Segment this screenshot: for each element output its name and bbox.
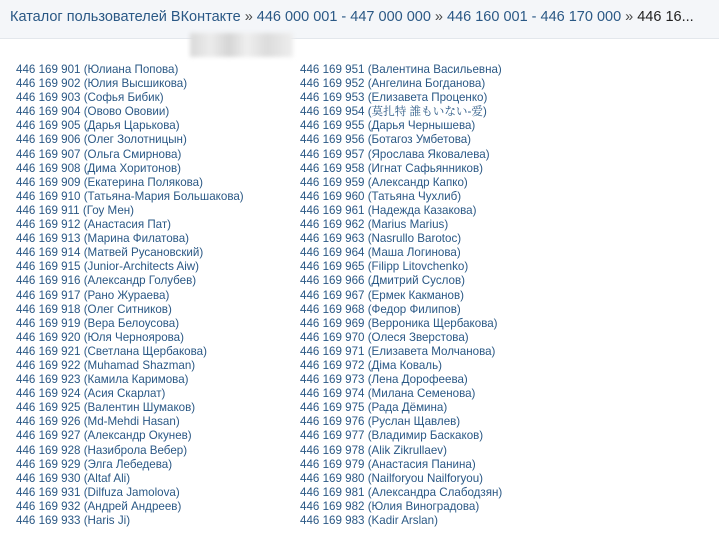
user-link[interactable]: 446 169 908 (Дима Хоритонов): [16, 161, 181, 175]
user-link[interactable]: 446 169 906 (Олег Золотницын): [16, 133, 187, 147]
breadcrumb-bar: [0, 0, 719, 39]
user-link[interactable]: 446 169 914 (Матвей Русановский): [16, 246, 204, 260]
user-link[interactable]: 446 169 905 (Дарья Царькова): [16, 119, 180, 133]
user-link[interactable]: 446 169 923 (Камила Каримова): [16, 373, 189, 387]
user-link[interactable]: 446 169 981 (Александра Слабодзян): [300, 485, 503, 499]
user-link[interactable]: 446 169 965 (Filipp Litovchenko): [300, 260, 469, 274]
user-link[interactable]: 446 169 927 (Александр Окунев): [16, 429, 192, 443]
user-link[interactable]: 446 169 966 (Дмитрий Суслов): [300, 274, 465, 288]
breadcrumb-link-range-2[interactable]: 446 160 001 - 446 170 000: [447, 9, 622, 25]
breadcrumb-link-range-1[interactable]: 446 000 001 - 447 000 000: [256, 9, 431, 25]
breadcrumb-separator: »: [244, 9, 253, 25]
user-link[interactable]: 446 169 961 (Надежда Казакова): [300, 203, 477, 217]
user-link[interactable]: 446 169 913 (Марина Филатова): [16, 232, 190, 246]
user-link[interactable]: 446 169 979 (Анастасия Панина): [300, 457, 476, 471]
user-link[interactable]: 446 169 902 (Юлия Высшикова): [16, 77, 188, 91]
user-link[interactable]: 446 169 915 (Junior-Architects Aiw): [16, 260, 200, 274]
user-link[interactable]: 446 169 974 (Милана Семенова): [300, 387, 476, 401]
user-link[interactable]: 446 169 916 (Александр Голубев): [16, 274, 197, 288]
user-link[interactable]: 446 169 969 (Верроника Щербакова): [300, 316, 498, 330]
user-link[interactable]: 446 169 955 (Дарья Чернышева): [300, 119, 476, 133]
user-link[interactable]: 446 169 919 (Вера Белоусова): [16, 316, 180, 330]
user-link[interactable]: 446 169 951 (Валентина Васильевна): [300, 63, 502, 76]
user-link[interactable]: 446 169 952 (Ангелина Богданова): [300, 77, 486, 91]
user-link[interactable]: 446 169 901 (Юлиана Попова): [16, 63, 179, 76]
breadcrumb-separator: »: [434, 9, 443, 25]
user-link[interactable]: 446 169 978 (Alik Zikrullaev): [300, 443, 447, 457]
user-link[interactable]: 446 169 911 (Гоу Мен): [16, 203, 135, 217]
user-link[interactable]: 446 169 922 (Muhamad Shazman): [16, 358, 196, 372]
user-link[interactable]: 446 169 928 (Назиброла Вебер): [16, 443, 188, 457]
user-link[interactable]: 446 169 980 (Nailforyou Nailforyou): [300, 471, 484, 485]
user-link[interactable]: 446 169 920 (Юля Черноярова): [16, 330, 184, 344]
user-link[interactable]: 446 169 972 (Діма Коваль): [300, 358, 442, 372]
user-link[interactable]: 446 169 964 (Маша Логинова): [300, 246, 461, 260]
user-link[interactable]: 446 169 975 (Рада Дёмина): [300, 401, 448, 415]
user-link[interactable]: 446 169 907 (Ольга Смирнова): [16, 147, 182, 161]
blurred-banner: [190, 33, 293, 57]
user-link[interactable]: 446 169 968 (Федор Филипов): [300, 302, 461, 316]
user-link[interactable]: 446 169 904 (Овово Ововии): [16, 105, 170, 119]
user-list-left: [16, 63, 244, 528]
user-link[interactable]: 446 169 918 (Олег Ситников): [16, 302, 172, 316]
user-link[interactable]: 446 169 959 (Александр Капко): [300, 175, 468, 189]
user-link[interactable]: 446 169 953 (Елизавета Проценко): [300, 91, 488, 105]
user-link[interactable]: 446 169 926 (Md-Mehdi Hasan): [16, 415, 180, 429]
user-link[interactable]: 446 169 933 (Haris Ji): [16, 514, 131, 527]
breadcrumb-link-catalog[interactable]: Каталог пользователей ВКонтакте: [10, 9, 241, 25]
user-link[interactable]: 446 169 962 (Marius Marius): [300, 218, 449, 232]
user-link[interactable]: 446 169 971 (Елизавета Молчанова): [300, 344, 496, 358]
user-link[interactable]: 446 169 970 (Олеся Зверстова): [300, 330, 469, 344]
user-link[interactable]: 446 169 930 (Altaf Ali): [16, 471, 131, 485]
user-link[interactable]: 446 169 973 (Лена Дорофеева): [300, 373, 468, 387]
user-link[interactable]: 446 169 957 (Ярослава Яковалева): [300, 147, 490, 161]
user-link[interactable]: 446 169 903 (Софья Бибик): [16, 91, 164, 105]
user-link[interactable]: 446 169 960 (Татьяна Чухлиб): [300, 189, 462, 203]
user-link[interactable]: 446 169 983 (Kadir Arslan): [300, 514, 438, 527]
user-link[interactable]: 446 169 977 (Владимир Баскаков): [300, 429, 484, 443]
user-link[interactable]: 446 169 982 (Юлия Виноградова): [300, 499, 480, 513]
user-link[interactable]: 446 169 929 (Элга Лебедева): [16, 457, 173, 471]
user-link[interactable]: 446 169 921 (Светлана Щербакова): [16, 344, 207, 358]
breadcrumb: [10, 9, 694, 25]
user-link[interactable]: 446 169 931 (Dilfuza Jamolova): [16, 485, 180, 499]
user-list-right: [300, 63, 502, 528]
user-link[interactable]: 446 169 956 (Ботагоз Умбетова): [300, 133, 472, 147]
user-link[interactable]: 446 169 932 (Андрей Андреев): [16, 499, 182, 513]
user-link[interactable]: 446 169 976 (Руслан Щавлев): [300, 415, 461, 429]
breadcrumb-current: 446 16...: [637, 9, 694, 25]
breadcrumb-separator: »: [625, 9, 634, 25]
user-link[interactable]: 446 169 912 (Анастасия Пат): [16, 218, 172, 232]
user-link[interactable]: 446 169 924 (Асия Скарлат): [16, 387, 166, 401]
user-link[interactable]: 446 169 917 (Рано Жураева): [16, 288, 170, 302]
user-link[interactable]: 446 169 967 (Ермек Какманов): [300, 288, 465, 302]
user-link[interactable]: 446 169 909 (Екатерина Полякова): [16, 175, 203, 189]
user-link[interactable]: 446 169 910 (Татьяна-Мария Большакова): [16, 189, 244, 203]
user-link[interactable]: 446 169 954 (莫扎特 誰もいない-爱): [300, 105, 487, 119]
user-link[interactable]: 446 169 925 (Валентин Шумаков): [16, 401, 196, 415]
user-link[interactable]: 446 169 958 (Игнат Сафьянников): [300, 161, 484, 175]
user-link[interactable]: 446 169 963 (Nasrullo Barotoc): [300, 232, 462, 246]
